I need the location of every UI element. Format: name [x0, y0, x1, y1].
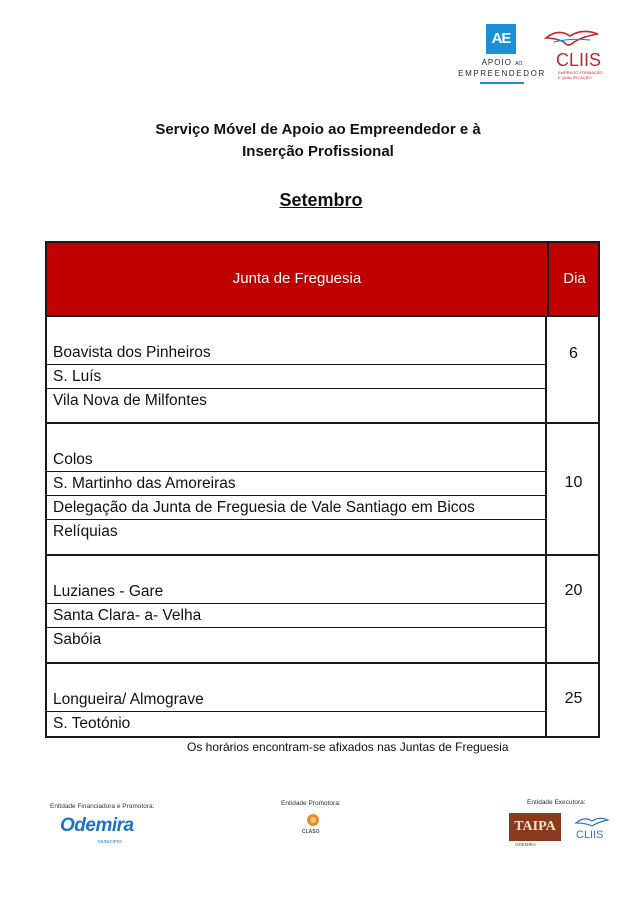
table-row: S. Luís	[47, 365, 545, 389]
label-financiadora: Entidade Financiadora e Promotora:	[50, 803, 155, 810]
taipa-name: TAIPA	[509, 813, 561, 841]
taipa-logo	[509, 813, 563, 847]
clasd-name: CLASO	[302, 829, 320, 835]
table-group	[47, 556, 598, 664]
day-cell: 25	[564, 690, 583, 707]
table-row: Vila Nova de Milfontes	[53, 392, 207, 409]
bird-icon	[574, 815, 610, 829]
table-row: Santa Clara- a- Velha	[47, 604, 545, 628]
cliis-small-logo	[572, 815, 612, 849]
day-cell: 10	[564, 474, 583, 491]
ae-line1: APOIO AO	[481, 58, 523, 67]
label-executora: Entidade Executora:	[527, 799, 586, 806]
table-row: Relíquias	[53, 523, 118, 540]
schedule-table	[45, 241, 600, 738]
ae-mark: AE	[486, 24, 516, 54]
clasd-emblem-icon	[302, 812, 324, 828]
page-title-line1: Serviço Móvel de Apoio ao Empreendedor e à	[155, 121, 481, 138]
odemira-logo	[60, 815, 142, 851]
clasd-logo	[300, 812, 326, 848]
day-cell: 20	[564, 582, 583, 599]
table-row: Colos	[47, 424, 545, 472]
page-title-line2: Inserção Profissional	[242, 143, 394, 160]
table-row: S. Teotónio	[53, 715, 131, 732]
month-heading: Setembro	[279, 190, 363, 210]
odemira-sub: MUNICÍPIO	[98, 839, 122, 844]
odemira-name: Odemira	[60, 815, 134, 836]
table-header	[47, 243, 598, 317]
label-promotora: Entidade Promotora:	[281, 800, 341, 807]
header-dia: Dia	[547, 243, 600, 315]
table-group	[47, 424, 598, 556]
bird-icon	[544, 26, 600, 50]
taipa-sub: ODEMIRA	[515, 842, 537, 847]
ae-line2: EMPREENDEDOR	[458, 69, 546, 78]
cliis-small-name: CLIIS	[576, 829, 604, 841]
apoio-empreendedor-logo	[456, 22, 548, 86]
table-row: Longueira/ Almograve	[47, 664, 545, 712]
table-row: Boavista dos Pinheiros	[47, 317, 545, 365]
schedule-note: Os horários encontram-se afixados nas Juntas de Freguesia	[187, 740, 509, 754]
cliis-name: CLIIS	[556, 50, 602, 70]
cliis-sub: EMPREGO FORMAÇÃO E QUALIFICAÇÃO	[558, 70, 603, 80]
table-group	[47, 664, 598, 736]
table-row: Delegação da Junta de Freguesia de Vale Santiago em Bicos	[47, 496, 545, 520]
cliis-logo	[540, 26, 602, 86]
ae-underline	[480, 82, 524, 84]
table-row: Sabóia	[53, 631, 102, 648]
header-junta: Junta de Freguesia	[232, 270, 362, 287]
table-group	[47, 317, 598, 424]
table-row: Luzianes - Gare	[47, 556, 545, 604]
table-row: S. Martinho das Amoreiras	[47, 472, 545, 496]
day-cell: 6	[569, 345, 578, 362]
